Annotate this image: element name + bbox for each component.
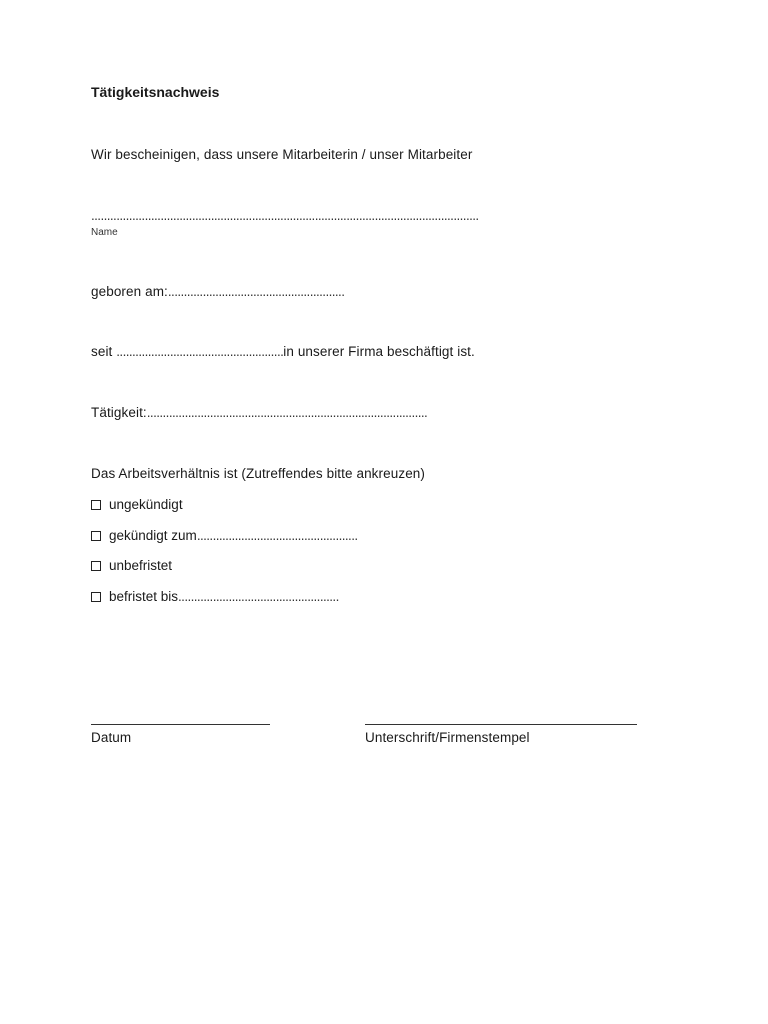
since-prefix: seit — [91, 344, 117, 359]
activity-row — [91, 405, 427, 420]
option-label: befristet bis — [109, 589, 179, 604]
date-label: Datum — [91, 730, 132, 745]
gekuendigt-date-field[interactable]: ................................................... — [196, 528, 358, 543]
name-label: Name — [91, 227, 118, 238]
befristet-date-field[interactable]: ................................................... — [178, 589, 339, 604]
option-label: ungekündigt — [109, 497, 183, 512]
intro-text: Wir bescheinigen, dass unsere Mitarbeiterin / unser Mitarbeiter — [91, 147, 473, 162]
checkbox-befristet[interactable] — [91, 592, 101, 602]
checkbox-unbefristet[interactable] — [91, 561, 101, 571]
checkbox-ungekuendigt[interactable] — [91, 500, 101, 510]
option-label: unbefristet — [109, 558, 173, 573]
born-field[interactable]: ........................................................ — [167, 284, 345, 299]
born-row — [91, 284, 344, 299]
option-gekuendigt[interactable] — [91, 528, 358, 543]
signature-label: Unterschrift/Firmenstempel — [365, 730, 530, 745]
employment-prompt: Das Arbeitsverhältnis ist (Zutreffendes bitte ankreuzen) — [91, 466, 426, 481]
option-befristet[interactable] — [91, 589, 339, 604]
born-label: geboren am: — [91, 284, 168, 299]
activity-field[interactable]: ......................................................................................... — [146, 405, 428, 420]
option-label: gekündigt zum — [109, 528, 197, 543]
name-field[interactable]: ........................................................................................................................... — [91, 208, 479, 223]
since-suffix: in unserer Firma beschäftigt ist. — [283, 344, 475, 359]
option-ungekuendigt[interactable] — [91, 497, 183, 512]
since-row — [91, 344, 475, 359]
option-unbefristet[interactable] — [91, 558, 172, 573]
date-line[interactable] — [91, 724, 270, 725]
since-field[interactable]: ..................................................... — [116, 344, 284, 359]
signature-line[interactable] — [365, 724, 637, 725]
document-title: Tätigkeitsnachweis — [91, 84, 220, 100]
checkbox-gekuendigt[interactable] — [91, 531, 101, 541]
activity-label: Tätigkeit: — [91, 405, 147, 420]
